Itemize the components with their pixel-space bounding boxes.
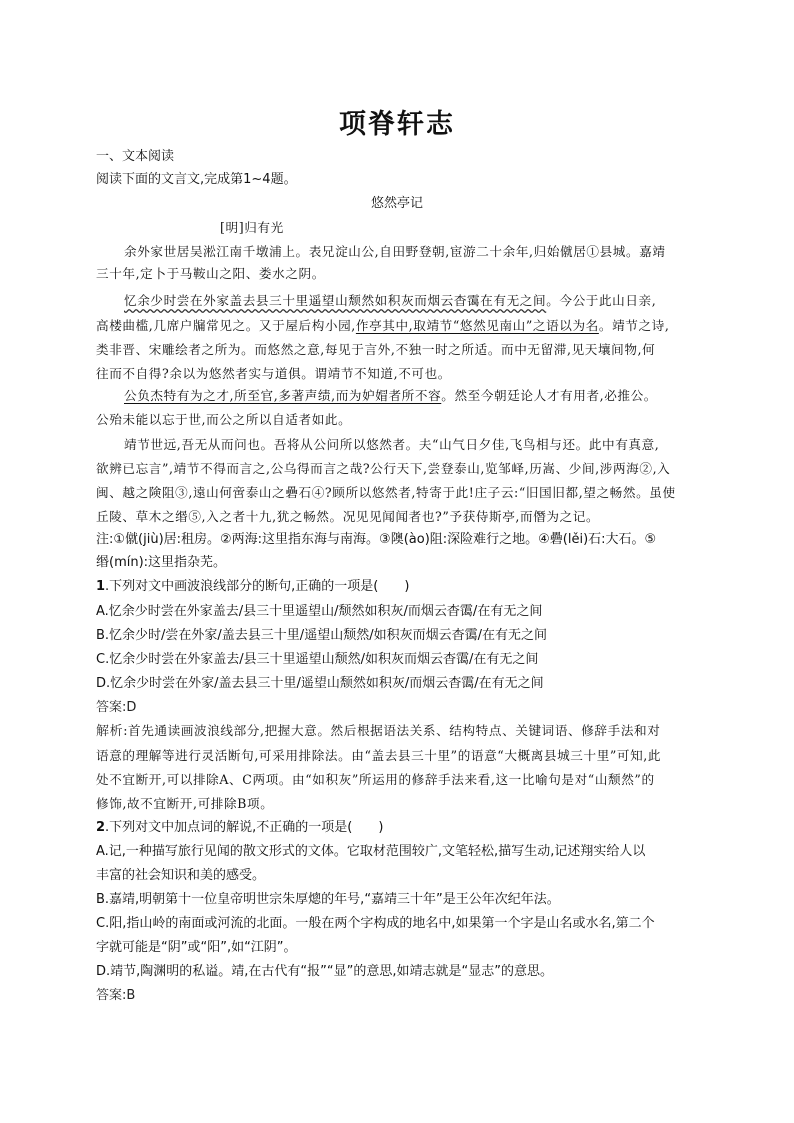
analysis-label: 解析 (96, 724, 124, 739)
question-text: .下列对文中加点词的解说,不正确的一项是( ) (105, 820, 384, 835)
passage-line: 闽、越之険阻③,遠山何啻泰山之礨石④?顾所以悠然者,特寄于此!庄子云:“旧国旧都,望之畅然。虽使 (96, 485, 676, 500)
option-b: B.忆余少时/尝在外家/盖去县三十里/遥望山颓然/如积灰而烟云杳霭/在有无之间 (96, 628, 547, 643)
answer-value: :B (122, 988, 136, 1003)
underlined-sentence: 公负杰特有为之才,所至官,多著声绩,而为妒媢者所不容 (124, 388, 442, 403)
passage-line: 三十年,定卜于马鞍山之阳、娄水之阴。 (96, 266, 325, 281)
passage-author: [明]归有光 (220, 220, 284, 235)
underlined-sentence: 作亭其中,取靖节“悠然见南山”之语以为名 (355, 318, 599, 333)
option-c-cont: 字就可能是“阴”或“阳”,如“江阴”。 (96, 940, 297, 955)
passage-line: 丘陵、草木之缗⑤,入之者十九,犹之畅然。况见见闻闻者也?”予获侍斯亭,而僭为之记。 (96, 509, 600, 524)
passage-line: 余外家世居吴淞江南千墩浦上。表兄淀山公,自田野登朝,宦游二十余年,归始僦居①县城。嘉靖 (124, 244, 666, 259)
passage-line: 欲辨已忘言”,靖节不得而言之,公乌得而言之哉?公行天下,尝登泰山,览邹峄,历嵩、少间,涉两海②,入 (96, 461, 671, 476)
answer-label: 答案 (96, 700, 123, 715)
question-2-stem (96, 819, 383, 837)
option-a: A.记,一种描写旅行见闻的散文形式的文体。它取材范围较广,文笔轻松,描写生动,记述翔实给人以 (96, 844, 646, 859)
question-text: .下列对文中画波浪线部分的断句,正确的一项是( ) (105, 579, 410, 594)
question-number: 2 (96, 820, 106, 835)
option-d: D.靖节,陶渊明的私谥。靖,在古代有“报”“显”的意思,如靖志就是“显志”的意思。 (96, 964, 553, 979)
notes-line: 缗(mín):这里指杂芜。 (96, 555, 227, 570)
passage-text: 。今公于此山日亲, (546, 293, 657, 308)
answer-label: 答案 (96, 988, 123, 1003)
passage-line: 靖节世远,吾无从而问也。吾将从公问所以悠然者。夫“山气日夕佳,飞鸟相与还。此中有真意, (124, 437, 660, 452)
answer-1 (96, 699, 136, 717)
option-a-cont: 丰富的社会知识和美的感受。 (96, 868, 266, 883)
notes-line: 注:①僦(jiù)居:租房。②两海:这里指东海与南海。③隩(ào)阻:深险难行之地。④礨(lěi)石:大石。⑤ (96, 532, 657, 547)
analysis-line: 修饰,故不宜断开,可排除B项。 (96, 796, 274, 811)
instruction: 阅读下面的文言文,完成第1~4题。 (96, 172, 297, 187)
question-1-stem (96, 578, 409, 596)
passage-line: 类非晋、宋雕绘者之所为。而悠然之意,每见于言外,不独一时之所适。而中无留滞,见天壤间物,何 (96, 342, 656, 357)
passage-line: 往而不自得?余以为悠然者实与道俱。谓靖节不知道,不可也。 (96, 366, 451, 381)
option-c: C.忆余少时尝在外家盖去/县三十里遥望山颓然/如积灰而烟云杳霭/在有无之间 (96, 652, 539, 667)
passage-line (96, 317, 669, 335)
analysis-line (96, 722, 660, 741)
answer-value: :D (122, 700, 137, 715)
analysis-line: 语意的理解等进行灵活断句,可采用排除法。由“盖去县三十里”的语意“大概离县城三十里”可知,此 (96, 748, 662, 763)
passage-title: 悠然亭记 (370, 196, 423, 211)
option-c: C.阳,指山岭的南面或河流的北面。一般在两个字构成的地名中,如果第一个字是山名或水名,第二个 (96, 916, 655, 931)
wavy-underlined-sentence: 忆余少时尝在外家盖去县三十里遥望山颓然如积灰而烟云杳霭在有无之间 (124, 293, 547, 308)
section-heading: 一、文本阅读 (96, 149, 175, 164)
passage-text: 。然至今朝廷论人才有用者,必推公。 (441, 388, 657, 403)
passage-text: 高楼曲槛,几席户牖常见之。又于屋后构小园, (96, 318, 356, 333)
passage-line: 公殆未能以忘于世,而公之所以自适者如此。 (96, 412, 352, 427)
option-d: D.忆余少时尝在外家/盖去县三十里/遥望山颓然如积灰/而烟云杳霭/在有无之间 (96, 676, 544, 691)
analysis-line: 处不宜断开,可以排除A、C两项。由“如积灰”所运用的修辞手法来看,这一比喻句是对“山颓然”的 (96, 772, 655, 787)
question-number: 1 (96, 579, 106, 594)
page-title: 项脊轩志 (339, 109, 455, 140)
passage-line (124, 292, 656, 310)
option-a: A.忆余少时尝在外家盖去/县三十里遥望山/颓然如积灰/而烟云杳霭/在有无之间 (96, 604, 543, 619)
answer-2 (96, 987, 135, 1005)
analysis-text: :首先通读画波浪线部分,把握大意。然后根据语法关系、结构特点、关键词语、修辞手法和对 (123, 723, 661, 738)
passage-line (124, 387, 657, 405)
passage-text: 。靖节之诗, (598, 318, 670, 333)
option-b: B.嘉靖,明朝第十一位皇帝明世宗朱厚熜的年号,“嘉靖三十年”是王公年次纪年法。 (96, 892, 560, 907)
